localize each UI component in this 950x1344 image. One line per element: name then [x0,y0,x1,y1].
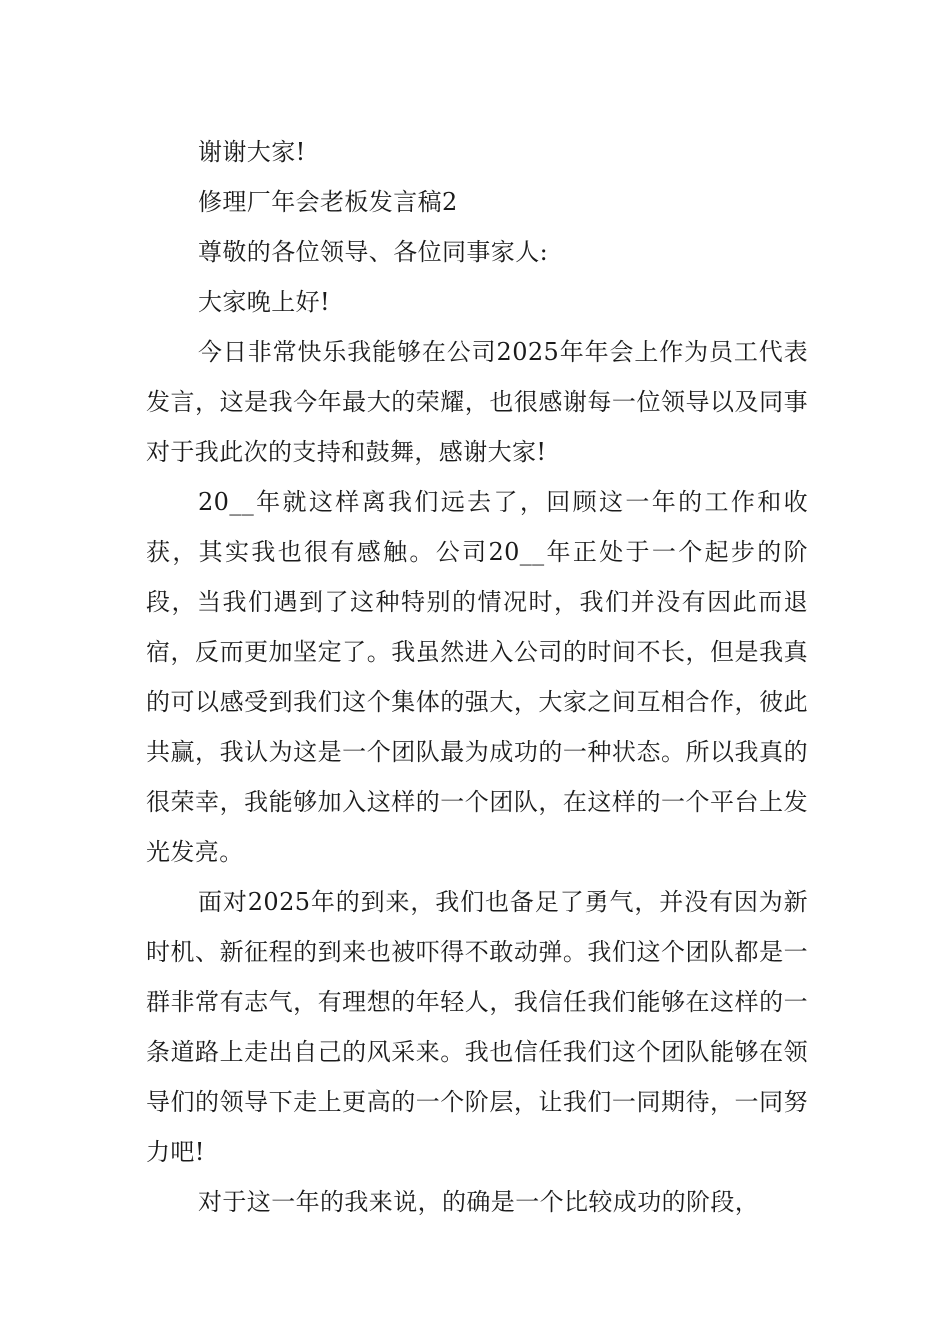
paragraph-body-1: 今日非常快乐我能够在公司2025年年会上作为员工代表发言，这是我今年最大的荣耀，也很感谢每一位领导以及同事对于我此次的支持和鼓舞，感谢大家! [146,338,808,466]
paragraph-greeting: 大家晚上好! [198,288,331,316]
paragraph-salutation: 尊敬的各位领导、各位同事家人: [198,238,549,266]
paragraph-body-3: 面对2025年的到来，我们也备足了勇气，并没有因为新时机、新征程的到来也被吓得不敢动弹。我们这个团队都是一群非常有志气，有理想的年轻人，我信任我们能够在这样的一条道路上走出自己的风采来。我也信任我们这个团队能够在领导们的领导下走上更高的一个阶层，让我们一同期待，一同努力吧! [146,888,808,1166]
paragraph-body-4: 对于这一年的我来说，的确是一个比较成功的阶段， [198,1188,760,1216]
paragraph-body-2: 20__年就这样离我们远去了，回顾这一年的工作和收获，其实我也很有感触。公司20__年正处于一个起步的阶段，当我们遇到了这种特别的情况时，我们并没有因此而退宿，反而更加坚定了。我虽然进入公司的时间不长，但是我真的可以感受到我们这个集体的强大，大家之间互相合作，彼此共赢，我认为这是一个团队最为成功的一种状态。所以我真的很荣幸，我能够加入这样的一个团队，在这样的一个平台上发光发亮。 [146,488,808,866]
paragraph-closing-thanks: 谢谢大家! [198,138,306,166]
paragraph-title: 修理厂年会老板发言稿2 [198,188,458,216]
